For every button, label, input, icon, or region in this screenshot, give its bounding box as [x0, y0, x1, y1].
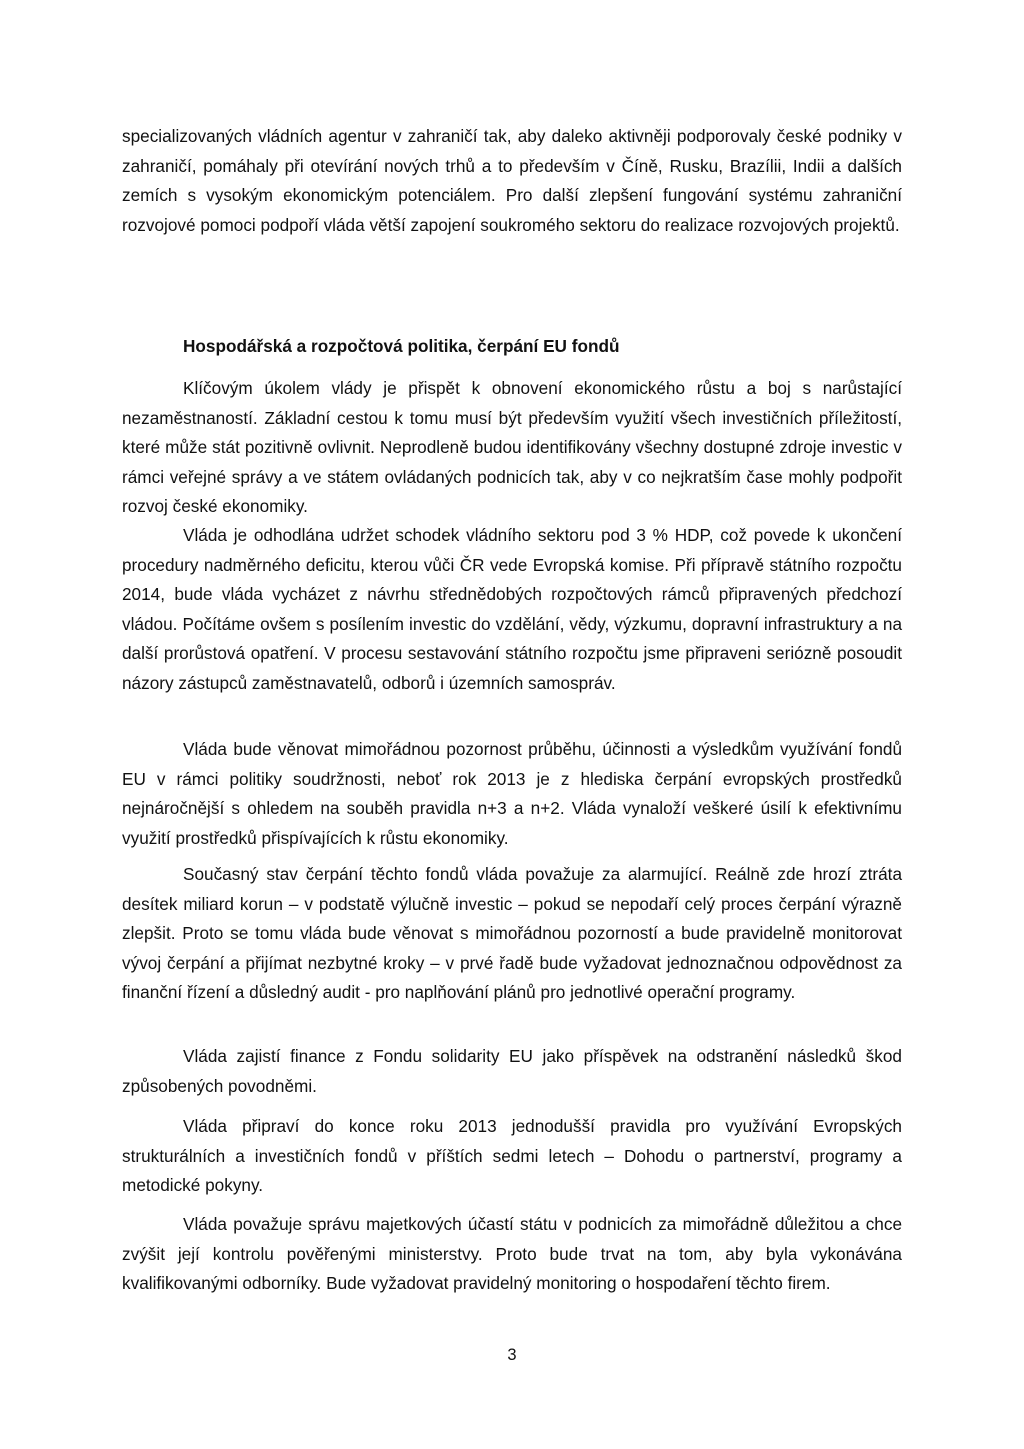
- paragraph-text: Vláda zajistí finance z Fondu solidarity EU jako příspěvek na odstranění následků škod způsobených povodněmi.: [122, 1046, 902, 1096]
- paragraph-text: Vláda bude věnovat mimořádnou pozornost průběhu, účinnosti a výsledkům využívání fondů EU v rámci politiky soudržnosti, neboť rok 2013 je z hlediska čerpání evropských prostředků nejnáročnější s ohledem na souběh pravidla n+3 a n+2. Vláda vynaloží veškeré úsilí k efektivnímu využití prostředků přispívajících k růstu ekonomiky.: [122, 739, 902, 848]
- paragraph-text: Klíčovým úkolem vlády je přispět k obnovení ekonomického růstu a boj s narůstající nezaměstnaností. Základní cestou k tomu musí být především využití všech investičních příležitostí, které může stát pozitivně ovlivnit. Neprodleně budou identifikovány všechny dostupné zdroje investic v rámci veřejné správy a ve státem ovládaných podnicích tak, aby v co nejkratším čase mohly podpořit rozvoj české ekonomiky.: [122, 378, 902, 517]
- paragraph: [122, 521, 902, 699]
- paragraph: [122, 860, 902, 1008]
- paragraph: [122, 1042, 902, 1101]
- paragraph-text: Vláda je odhodlána udržet schodek vládního sektoru pod 3 % HDP, což povede k ukončení procedury nadměrného deficitu, kterou vůči ČR vede Evropská komise. Při přípravě státního rozpočtu 2014, bude vláda vycházet z návrhu střednědobých rozpočtových rámců připravených předchozí vládou. Počítáme ovšem s posílením investic do vzdělání, vědy, výzkumu, dopravní infrastruktury a na další prorůstová opatření. V procesu sestavování státního rozpočtu jsme připraveni seriózně posoudit názory zástupců zaměstnavatelů, odborů i územních samospráv.: [122, 525, 902, 693]
- paragraph: [122, 735, 902, 853]
- paragraph-continuation: [122, 122, 902, 240]
- paragraph: [122, 1112, 902, 1201]
- paragraph-text: Vláda považuje správu majetkových účastí státu v podnicích za mimořádně důležitou a chce zvýšit její kontrolu pověřenými ministerstvy. Proto bude trvat na tom, aby byla vykonávána kvalifikovanými odborníky. Bude vyžadovat pravidelný monitoring o hospodaření těchto firem.: [122, 1214, 902, 1294]
- page-number: 3: [507, 1346, 517, 1364]
- paragraph: [122, 374, 902, 522]
- paragraph-text: specializovaných vládních agentur v zahraničí tak, aby daleko aktivněji podporovaly české podniky v zahraničí, pomáhaly při otevírání nových trhů a to především v Číně, Rusku, Brazílii, Indii a dalších zemích s vysokým ekonomickým potenciálem. Pro další zlepšení fungování systému zahraniční rozvojové pomoci podpoří vláda větší zapojení soukromého sektoru do realizace rozvojových projektů.: [122, 126, 902, 235]
- paragraph-text: Současný stav čerpání těchto fondů vláda považuje za alarmující. Reálně zde hrozí ztráta desítek miliard korun – v podstatě výlučně investic – pokud se nepodaří celý proces čerpání výrazně zlepšit. Proto se tomu vláda bude věnovat s mimořádnou pozorností a bude pravidelně monitorovat vývoj čerpání a přijímat nezbytné kroky – v prvé řadě bude vyžadovat jednoznačnou odpovědnost za finanční řízení a důsledný audit - pro naplňování plánů pro jednotlivé operační programy.: [122, 864, 902, 1003]
- paragraph: [122, 1210, 902, 1299]
- section-heading: Hospodářská a rozpočtová politika, čerpání EU fondů: [183, 336, 620, 356]
- paragraph-text: Vláda připraví do konce roku 2013 jednodušší pravidla pro využívání Evropských strukturálních a investičních fondů v příštích sedmi letech – Dohodu o partnerství, programy a metodické pokyny.: [122, 1116, 902, 1196]
